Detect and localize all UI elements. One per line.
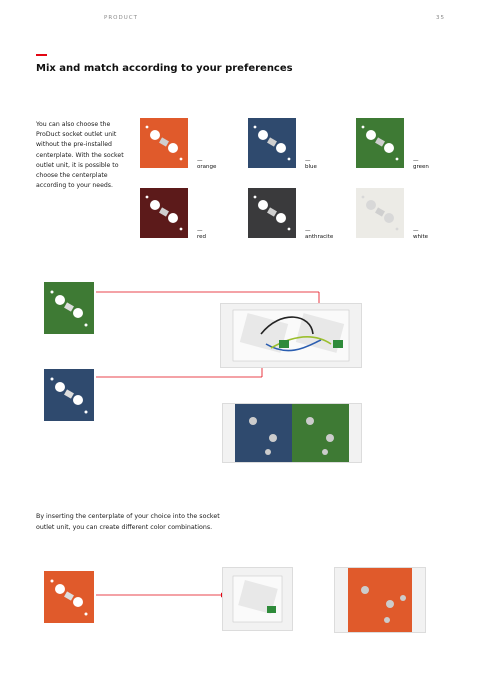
label-dash: —: [305, 158, 311, 164]
orange-centerplate: [44, 571, 94, 623]
label-dash: —: [413, 228, 419, 234]
single-socket-unit-orange: [334, 567, 426, 633]
swatch-color-name: red: [197, 234, 207, 240]
swatch-color-name: orange: [197, 164, 217, 170]
label-dash: —: [197, 158, 203, 164]
intro-paragraph: You can also choose the ProDuct socket outlet unit without the pre-installed centerplate. With the socket outlet unit, it is possible to choose the centerplate according to your needs.: [36, 121, 124, 190]
label-dash: —: [413, 158, 419, 164]
socket-outlet-unit-open: [220, 303, 362, 368]
body-paragraph: By inserting the centerplate of your choice into the socket outlet unit, you can create different color combinations.: [36, 513, 220, 531]
green-centerplate: [44, 282, 94, 334]
swatch-color-name: anthracite: [305, 234, 334, 240]
label-dash: —: [305, 228, 311, 234]
swatch-color-name: green: [413, 164, 429, 170]
swatch-color-name: blue: [305, 164, 317, 170]
section-header: PRODUCT: [104, 15, 138, 21]
swatch-color-name: white: [413, 234, 429, 240]
page-number: 35: [436, 15, 445, 21]
single-socket-unit-open: [222, 567, 293, 631]
page-title: Mix and match according to your preferences: [36, 63, 293, 74]
socket-outlet-unit-blue-green: [222, 403, 362, 463]
label-dash: —: [197, 228, 203, 234]
blue-centerplate: [44, 369, 94, 421]
